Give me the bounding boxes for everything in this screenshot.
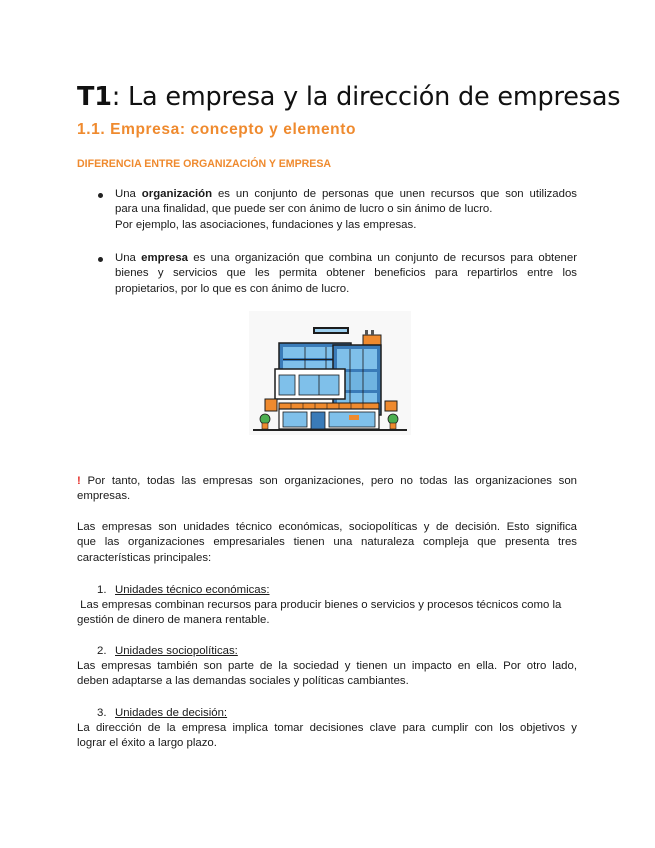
note-line: empresas. xyxy=(77,490,131,503)
term-empresa: empresa xyxy=(141,252,189,264)
item-paragraph xyxy=(77,721,577,752)
bullet-line: para una finalidad, que puede ser con ánimo de lucro o sin ánimo de lucro. xyxy=(115,203,493,216)
building-icon xyxy=(249,311,411,435)
intro-line: Las empresas son unidades técnico económicas, sociopolíticas y de decisión. Esto significa xyxy=(77,521,577,533)
warning-icon: ! xyxy=(77,475,81,487)
item-line: La dirección de la empresa implica tomar decisiones clave para cumplir con los objetivos y xyxy=(77,722,577,734)
page-title xyxy=(77,80,637,114)
bullet-marker xyxy=(98,257,103,262)
office-building-illustration xyxy=(249,311,411,435)
bullet-line: Una empresa es una organización que combina un conjunto de recursos para obtener xyxy=(115,252,578,264)
intro-paragraph xyxy=(77,520,577,566)
title-text: : La empresa y la dirección de empresas xyxy=(111,82,621,112)
term-organizacion: organización xyxy=(141,188,213,200)
intro-line: que las organizaciones empresariales tienen una naturaleza compleja que presenta tres xyxy=(77,536,577,549)
item-paragraph xyxy=(77,598,577,629)
numbered-heading: 1. Unidades técnico económicas: xyxy=(97,584,270,596)
bullet-line: propietarios, por lo que es con ánimo de lucro. xyxy=(115,282,350,295)
item-line: Las empresas combinan recursos para producir bienes o servicios y procesos técnicos como la xyxy=(77,599,562,611)
bullet-line: bienes y servicios que les permita obtener beneficios para repartirlos entre los xyxy=(115,267,577,280)
section-heading: 1.1. Empresa: concepto y elemento xyxy=(77,121,357,138)
item-line: lograr el éxito a largo plazo. xyxy=(77,737,217,750)
numbered-heading: 2. Unidades sociopolíticas: xyxy=(97,645,238,657)
bullet-organizacion xyxy=(115,187,577,233)
intro-line: características principales: xyxy=(77,551,212,564)
item-line: gestión de dinero de manera rentable. xyxy=(77,614,270,627)
note-line: ! Por tanto, todas las empresas son organizaciones, pero no todas las organizaciones son xyxy=(77,475,577,487)
note-paragraph xyxy=(77,474,577,505)
item-line: Las empresas también son parte de la sociedad y tienen un impacto en ella. Por otro lado, xyxy=(77,660,577,672)
bullet-marker xyxy=(98,193,103,198)
subsection-heading: DIFERENCIA ENTRE ORGANIZACIÓN Y EMPRESA xyxy=(77,158,332,170)
numbered-heading: 3. Unidades de decisión: xyxy=(97,707,228,719)
title-code: T1 xyxy=(77,82,112,112)
bullet-line: Por ejemplo, las asociaciones, fundaciones y las empresas. xyxy=(115,218,417,231)
item-line: deben adaptarse a las demandas sociales y políticas cambiantes. xyxy=(77,675,409,688)
bullet-line: Una organización es un conjunto de personas que unen recursos que son utilizados xyxy=(115,188,577,200)
bullet-empresa xyxy=(115,251,577,297)
item-paragraph xyxy=(77,659,577,690)
